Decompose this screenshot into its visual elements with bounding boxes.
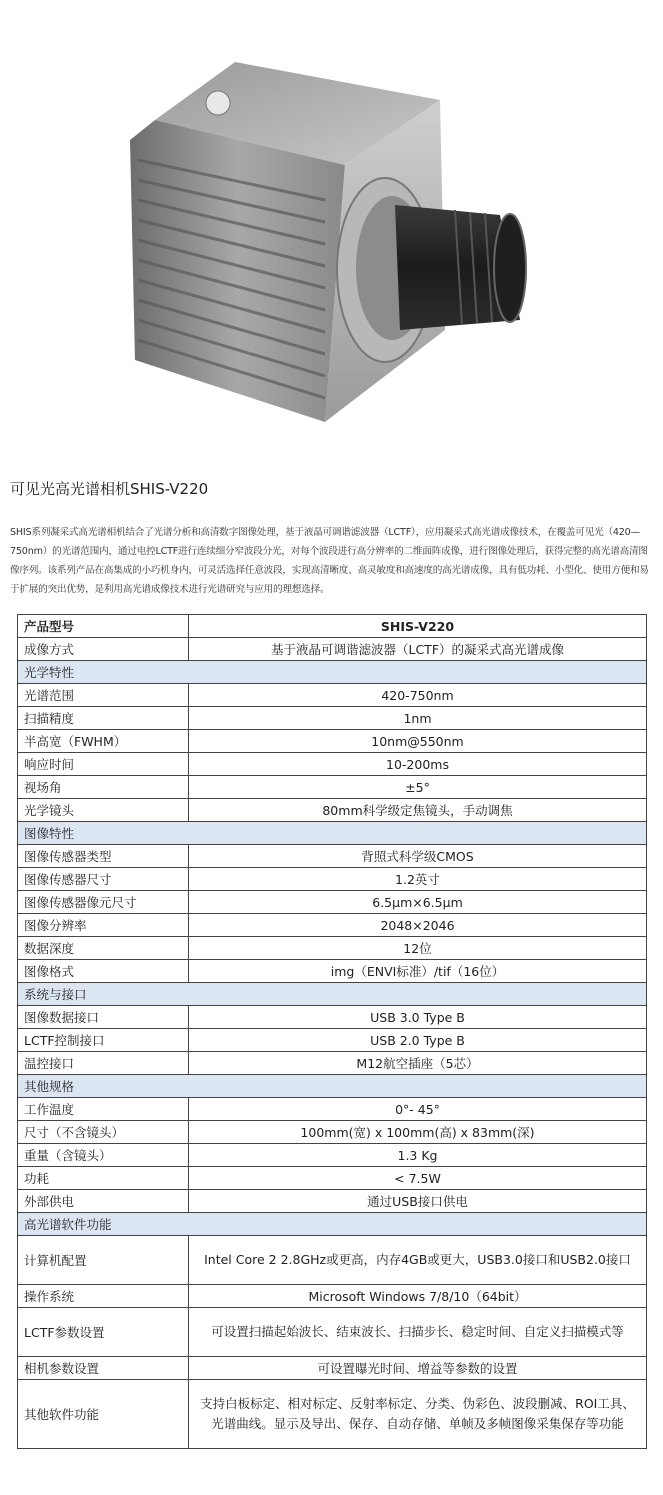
spec-value: 可设置扫描起始波长、结束波长、扫描步长、稳定时间、自定义扫描模式等 [189, 1308, 647, 1357]
spec-value: 1.2英寸 [189, 868, 647, 891]
spec-key: 工作温度 [18, 1098, 189, 1121]
product-description: SHIS系列凝采式高光谱相机结合了光谱分析和高清数字图像处理，基于液晶可调谐滤波器（LCTF），应用凝采式高光谱成像技术，在覆盖可见光（420—750nm）的光谱范围内，通过电控LCTF进行连续细分窄波段分光，对每个波段进行高分辨率的二维面阵成像，进行图像处理后，获得完整的高光谱高清图像序列。该系列产品在高集成的小巧机身内，可灵活选择任意波段，实现高清晰度、高灵敏度和高速度的高光谱成像，具有低功耗、小型化、使用方便和易于扩展的突出优势，是利用高光谱成像技术进行光谱研究与应用的理想选择。 [10, 527, 649, 595]
spec-value: 100mm(宽) x 100mm(高) x 83mm(深) [189, 1121, 647, 1144]
spec-row [18, 753, 647, 776]
spec-section-row [18, 983, 647, 1006]
spec-key: 其他软件功能 [18, 1380, 189, 1449]
spec-row [18, 776, 647, 799]
spec-value: 通过USB接口供电 [189, 1190, 647, 1213]
spec-key: 尺寸（不含镜头） [18, 1121, 189, 1144]
spec-value: 6.5μm×6.5μm [189, 891, 647, 914]
spec-value: 80mm科学级定焦镜头，手动调焦 [189, 799, 647, 822]
spec-value: 12位 [189, 937, 647, 960]
spec-key: 图像格式 [18, 960, 189, 983]
spec-value: 0°- 45° [189, 1098, 647, 1121]
spec-row [18, 1236, 647, 1285]
spec-section-row [18, 1213, 647, 1236]
spec-value: 10-200ms [189, 753, 647, 776]
spec-row [18, 707, 647, 730]
spec-row [18, 845, 647, 868]
spec-row [18, 1285, 647, 1308]
spec-key: 图像分辨率 [18, 914, 189, 937]
spec-row [18, 684, 647, 707]
spec-value: 基于液晶可调谐滤波器（LCTF）的凝采式高光谱成像 [189, 638, 647, 661]
spec-value: < 7.5W [189, 1167, 647, 1190]
spec-key: 图像数据接口 [18, 1006, 189, 1029]
spec-key: 半高宽（FWHM） [18, 730, 189, 753]
product-title: 可见光高光谱相机SHIS-V220 [10, 480, 209, 498]
spec-section-label: 高光谱软件功能 [18, 1213, 647, 1236]
spec-row [18, 891, 647, 914]
spec-key: 图像传感器尺寸 [18, 868, 189, 891]
spec-key: 光谱范围 [18, 684, 189, 707]
spec-value: M12航空插座（5芯） [189, 1052, 647, 1075]
spec-key: 成像方式 [18, 638, 189, 661]
spec-row [18, 1098, 647, 1121]
spec-section-row [18, 1075, 647, 1098]
spec-key: 温控接口 [18, 1052, 189, 1075]
spec-value: img（ENVI标准）/tif（16位） [189, 960, 647, 983]
spec-key: 图像传感器像元尺寸 [18, 891, 189, 914]
spec-value: 1.3 Kg [189, 1144, 647, 1167]
spec-key: 外部供电 [18, 1190, 189, 1213]
spec-key: 相机参数设置 [18, 1357, 189, 1380]
product-image [0, 0, 663, 450]
spec-row [18, 937, 647, 960]
spec-value: Microsoft Windows 7/8/10（64bit） [189, 1285, 647, 1308]
spec-section-row [18, 661, 647, 684]
spec-value: USB 3.0 Type B [189, 1006, 647, 1029]
spec-value: 背照式科学级CMOS [189, 845, 647, 868]
spec-row [18, 1006, 647, 1029]
spec-row [18, 638, 647, 661]
spec-value: Intel Core 2 2.8GHz或更高，内存4GB或更大，USB3.0接口和USB2.0接口 [189, 1236, 647, 1285]
spec-key: 操作系统 [18, 1285, 189, 1308]
spec-row [18, 1052, 647, 1075]
spec-row [18, 914, 647, 937]
spec-value: 420-750nm [189, 684, 647, 707]
spec-table-body [18, 615, 647, 1449]
spec-value: 2048×2046 [189, 914, 647, 937]
spec-key: 计算机配置 [18, 1236, 189, 1285]
spec-row [18, 1308, 647, 1357]
spec-row [18, 1121, 647, 1144]
spec-row [18, 730, 647, 753]
spec-row [18, 1144, 647, 1167]
spec-table [17, 614, 647, 1449]
spec-section-label: 图像特性 [18, 822, 647, 845]
spec-section-label: 其他规格 [18, 1075, 647, 1098]
spec-key: LCTF参数设置 [18, 1308, 189, 1357]
spec-value: ±5° [189, 776, 647, 799]
spec-key: 扫描精度 [18, 707, 189, 730]
spec-key: 图像传感器类型 [18, 845, 189, 868]
spec-row [18, 1167, 647, 1190]
spec-key: 视场角 [18, 776, 189, 799]
spec-row [18, 868, 647, 891]
spec-row [18, 960, 647, 983]
spec-row [18, 1029, 647, 1052]
spec-key: 功耗 [18, 1167, 189, 1190]
spec-row [18, 799, 647, 822]
spec-value: SHIS-V220 [189, 615, 647, 638]
spec-row [18, 1380, 647, 1449]
spec-key: LCTF控制接口 [18, 1029, 189, 1052]
spec-row [18, 1357, 647, 1380]
spec-key: 数据深度 [18, 937, 189, 960]
spec-value: 支持白板标定、相对标定、反射率标定、分类、伪彩色、波段删减、ROI工具、光谱曲线。显示及导出、保存、自动存储、单帧及多帧图像采集保存等功能 [189, 1380, 647, 1449]
spec-section-label: 系统与接口 [18, 983, 647, 1006]
spec-row [18, 1190, 647, 1213]
spec-value: 10nm@550nm [189, 730, 647, 753]
spec-key: 重量（含镜头） [18, 1144, 189, 1167]
spec-value: 可设置曝光时间、增益等参数的设置 [189, 1357, 647, 1380]
spec-value: 1nm [189, 707, 647, 730]
spec-key: 光学镜头 [18, 799, 189, 822]
spec-section-label: 光学特性 [18, 661, 647, 684]
spec-key: 响应时间 [18, 753, 189, 776]
spec-value: USB 2.0 Type B [189, 1029, 647, 1052]
spec-section-row [18, 822, 647, 845]
spec-key: 产品型号 [18, 615, 189, 638]
spec-header-row [18, 615, 647, 638]
